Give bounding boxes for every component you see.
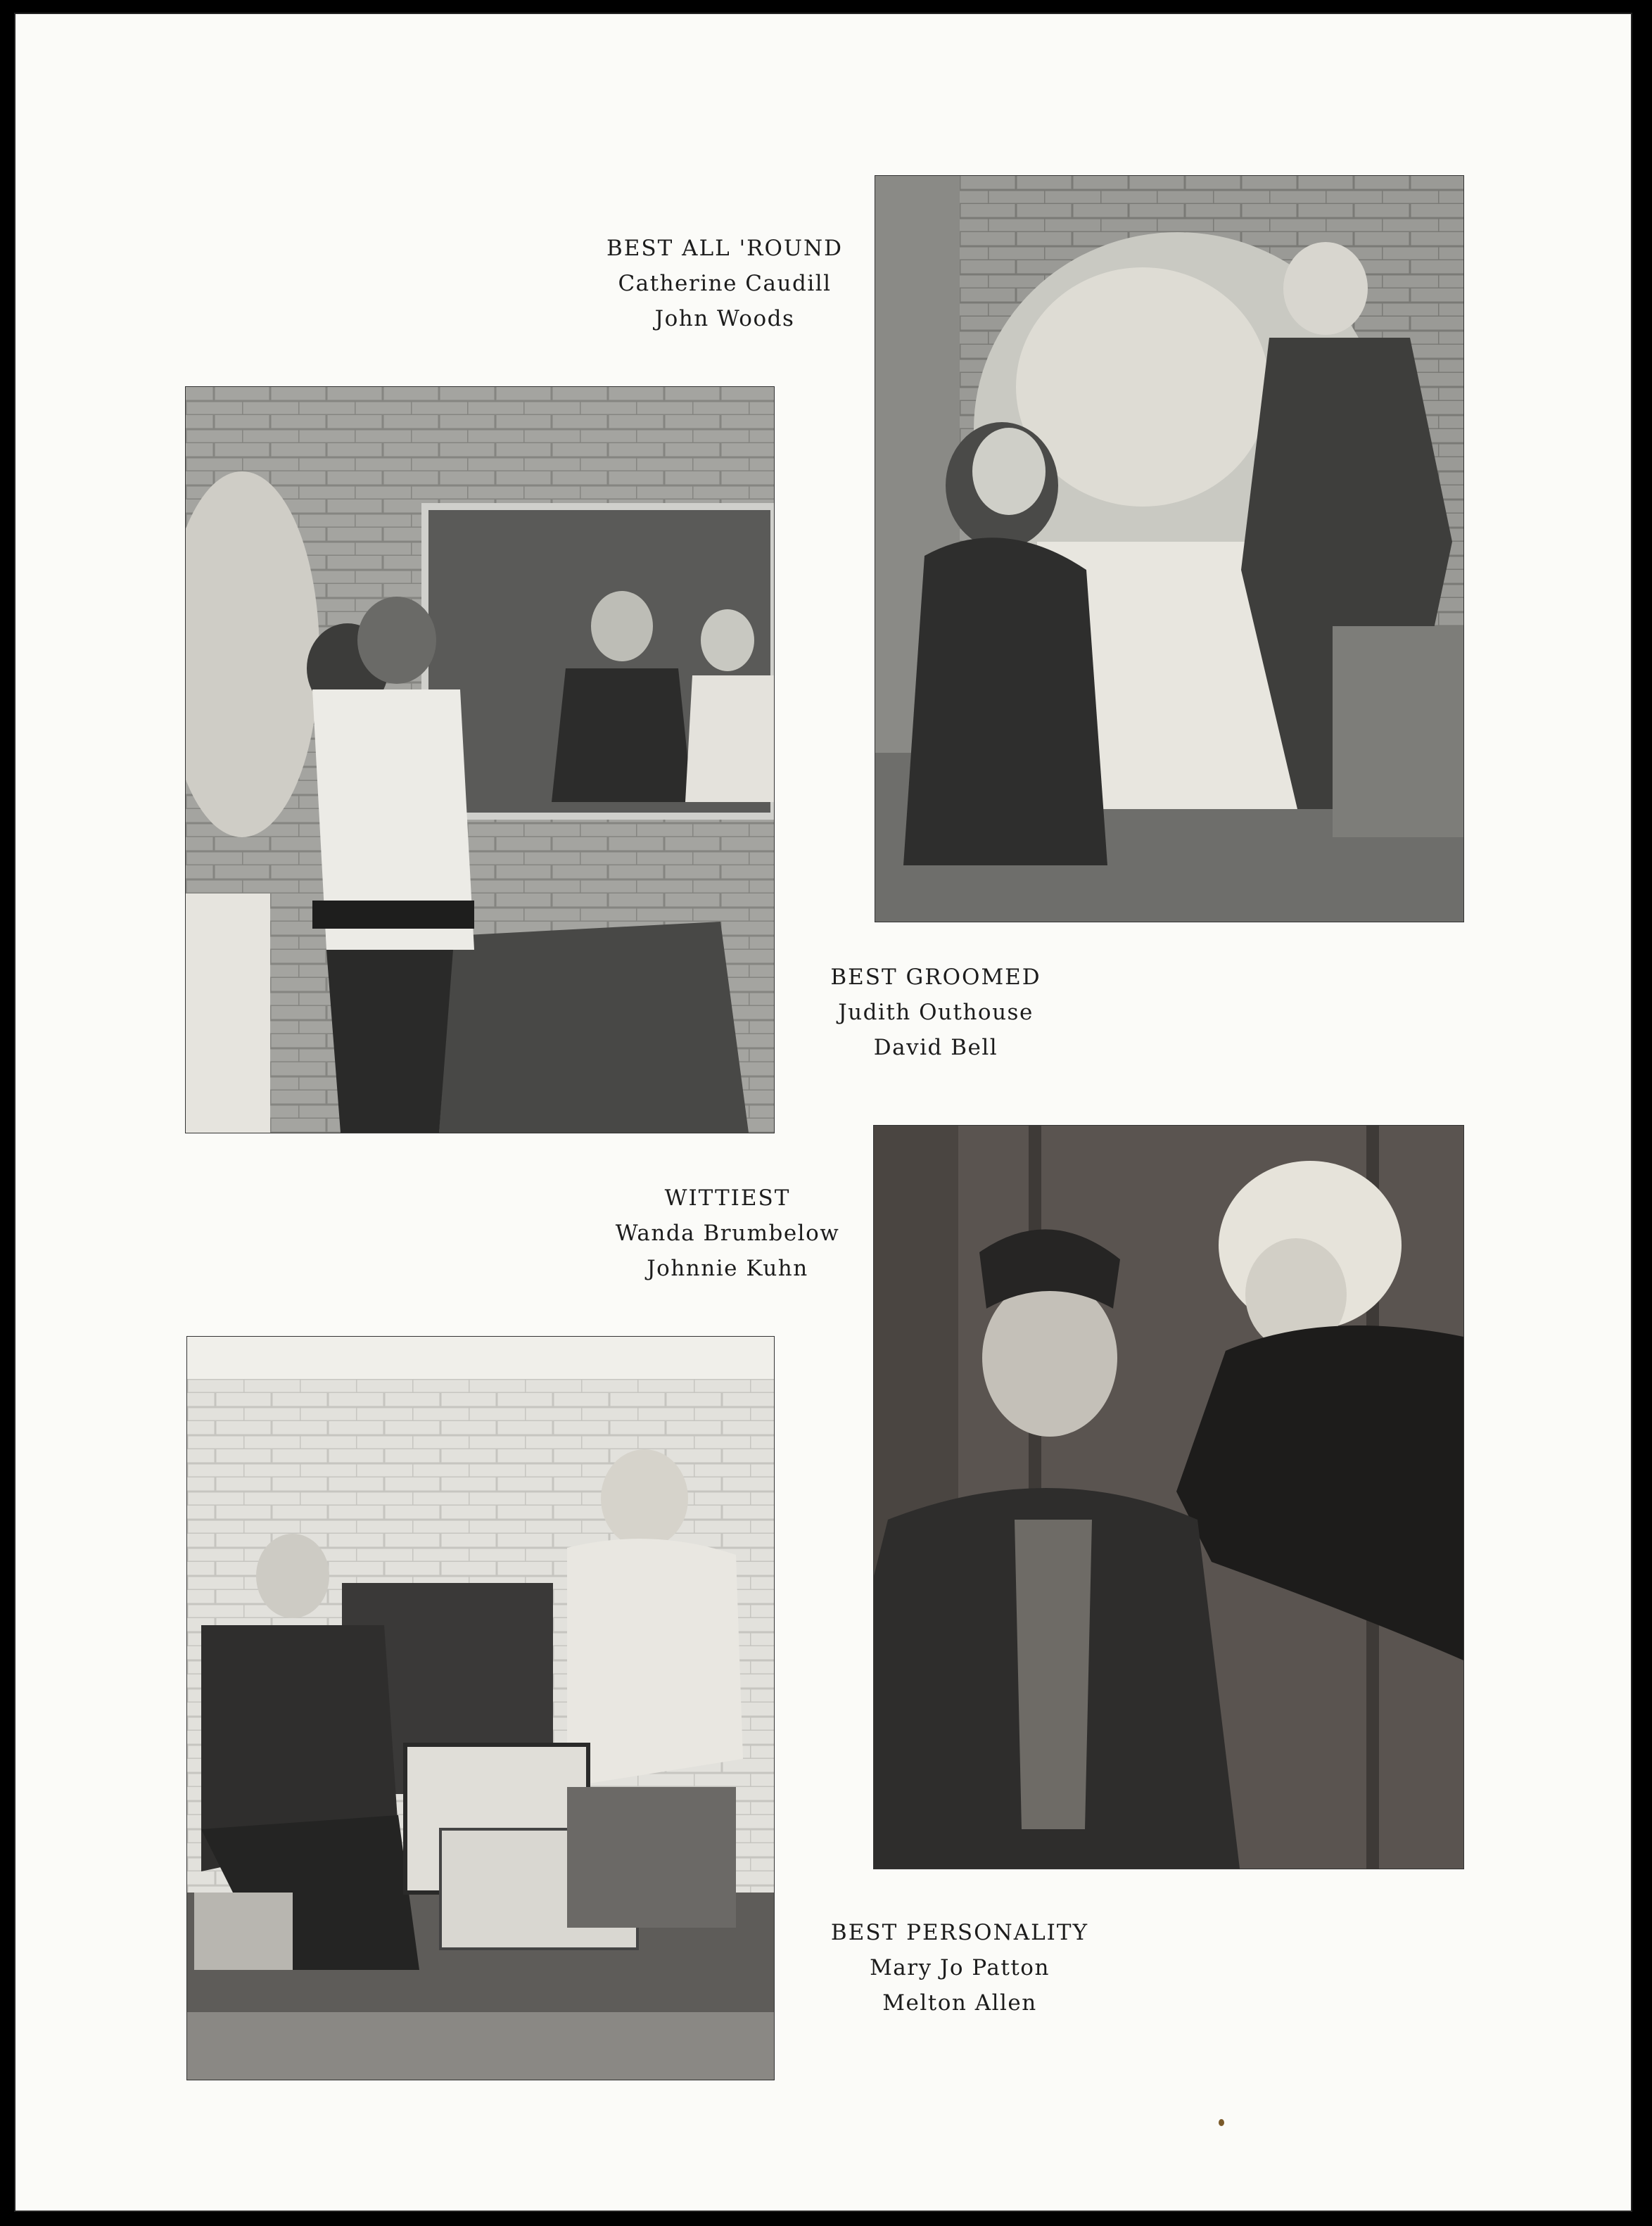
award-category: BEST ALL 'ROUND — [606, 236, 843, 261]
photo-image — [875, 176, 1463, 922]
photo-best-personality — [874, 1126, 1463, 1869]
award-category: BEST GROOMED — [830, 965, 1041, 990]
award-name: Wanda Brumbelow — [615, 1221, 840, 1246]
caption-best-groomed — [774, 960, 1098, 1065]
award-name: John Woods — [654, 306, 795, 331]
caption-best-all-round — [563, 231, 887, 336]
award-name: Melton Allen — [882, 1990, 1037, 2016]
photo-best-all-round — [875, 176, 1463, 922]
photo-image — [187, 1337, 774, 2080]
award-category: BEST PERSONALITY — [830, 1920, 1089, 1945]
paper-speck — [1219, 2119, 1224, 2126]
award-name: Johnnie Kuhn — [647, 1256, 808, 1281]
caption-wittiest — [566, 1181, 889, 1286]
photo-best-groomed — [186, 387, 774, 1133]
award-name: Catherine Caudill — [618, 271, 832, 296]
photo-wittiest — [187, 1337, 774, 2080]
photo-image — [186, 387, 774, 1133]
award-name: Judith Outhouse — [838, 1000, 1034, 1025]
yearbook-page — [14, 13, 1632, 2212]
award-name: Mary Jo Patton — [870, 1955, 1050, 1980]
caption-best-personality — [784, 1915, 1136, 2021]
award-name: David Bell — [873, 1035, 998, 1060]
award-category: WITTIEST — [664, 1185, 791, 1211]
photo-image — [874, 1126, 1463, 1869]
